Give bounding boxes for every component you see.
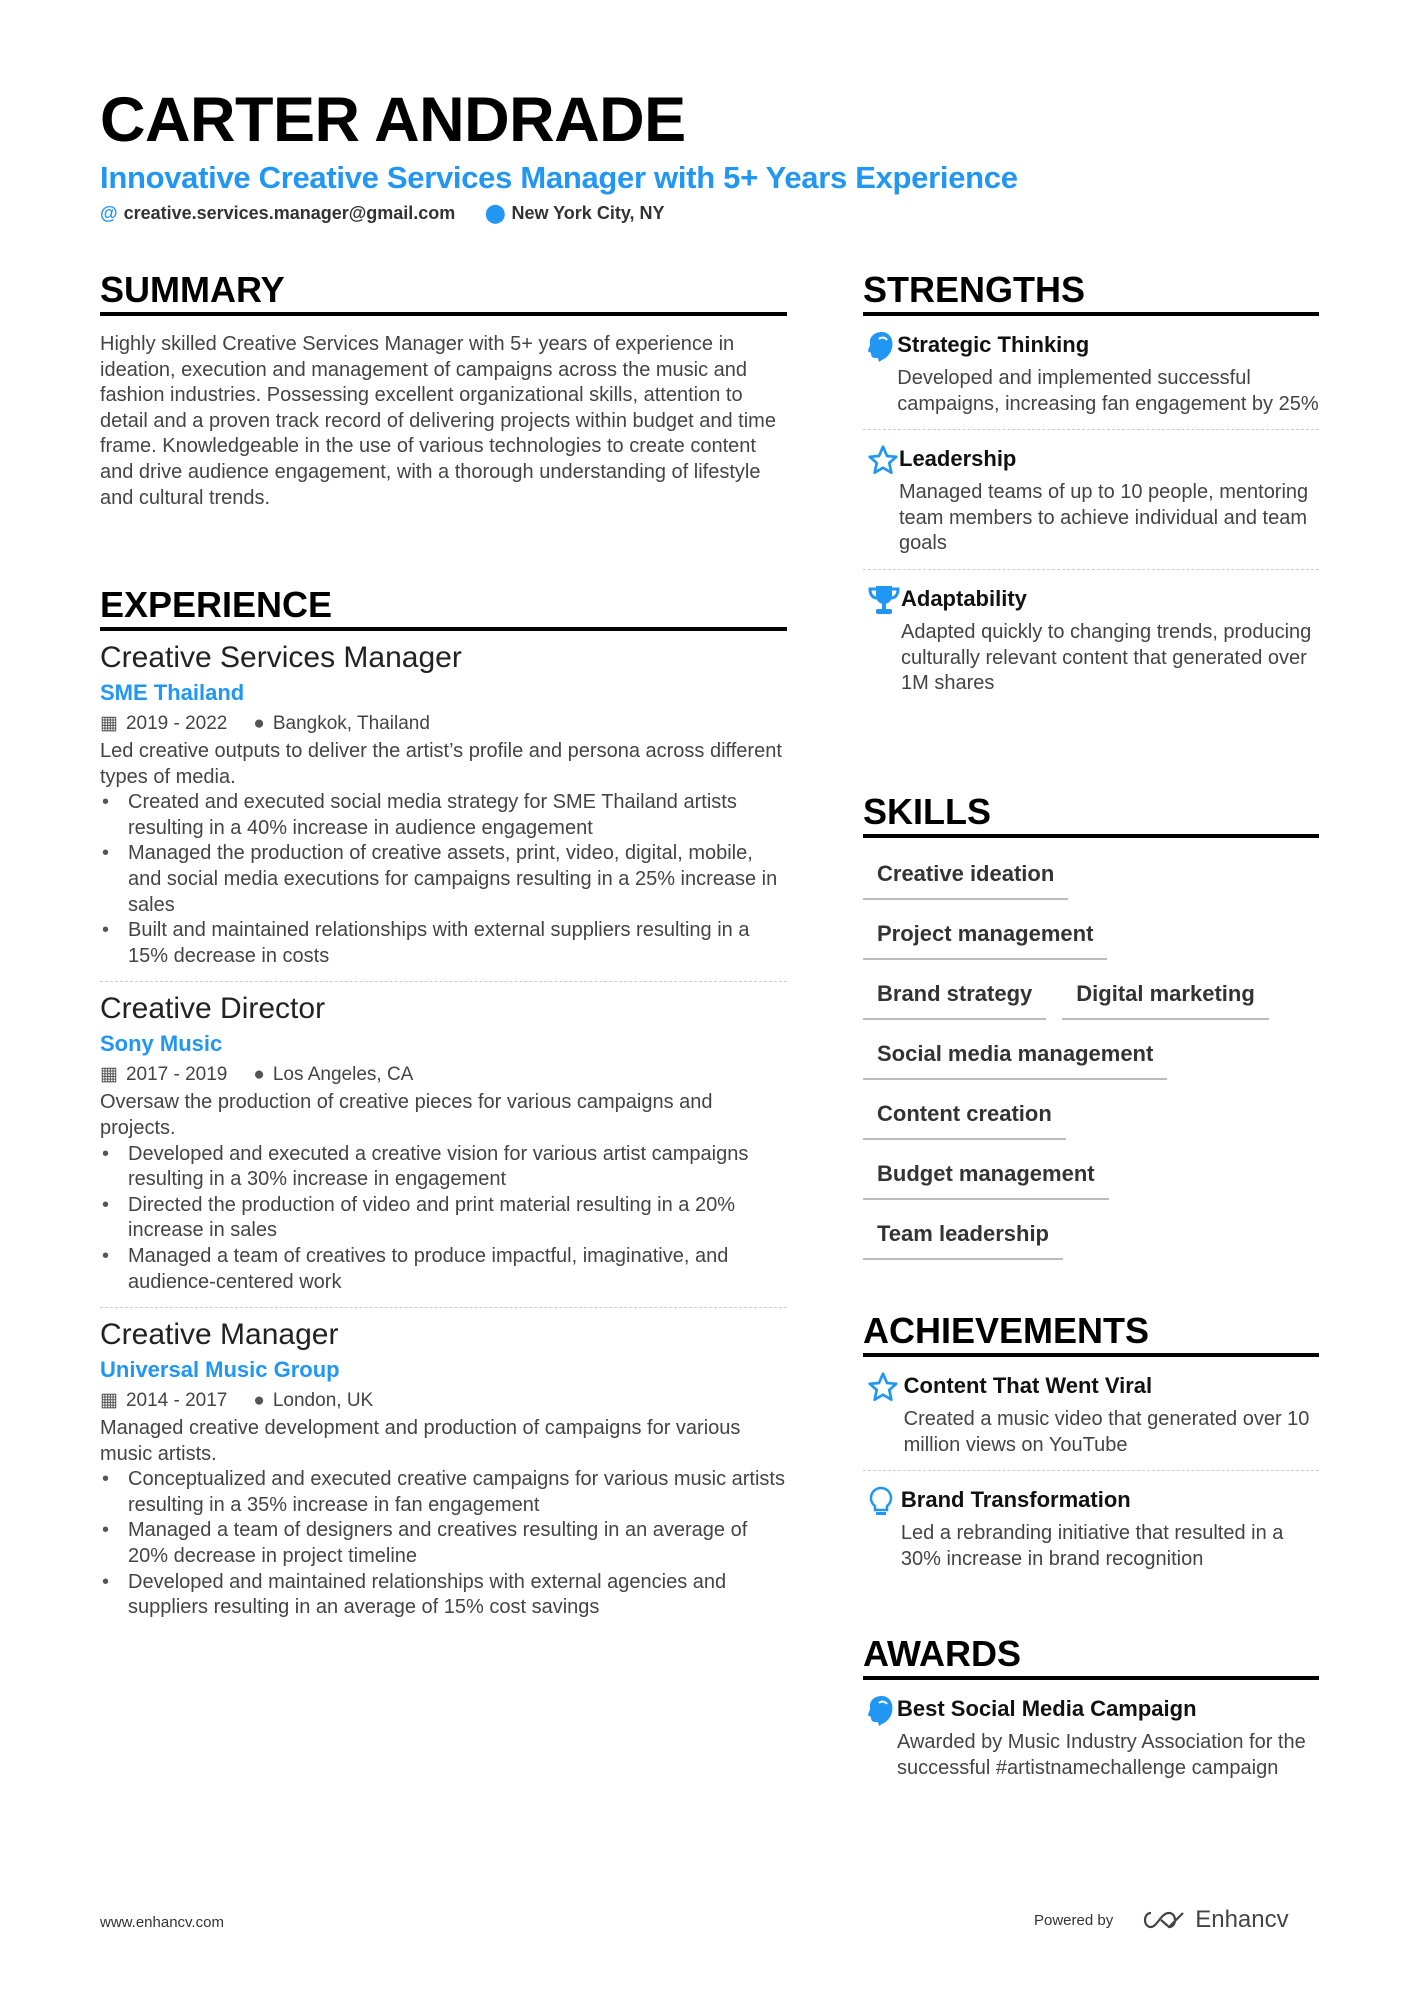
skills-section [863, 792, 1319, 1260]
calendar-icon: ▦ [100, 1064, 118, 1086]
feature-item [863, 316, 1319, 430]
bullet-item: • Directed the production of video and print material resulting in a 20% increase in sales [100, 1193, 787, 1244]
star-icon [863, 1371, 904, 1458]
dates-text: 2017 - 2019 [125, 1064, 228, 1086]
feature-body [897, 1694, 1319, 1781]
skills-row [863, 1092, 1319, 1140]
skills-row [863, 972, 1319, 1020]
skill-tag: Creative ideation [863, 852, 1068, 900]
feature-item [863, 430, 1319, 570]
feature-title: Content That Went Viral [903, 1373, 1153, 1398]
star-icon [863, 444, 899, 557]
awards-section [863, 1634, 1319, 1793]
enhancv-logo[interactable] [1139, 1906, 1288, 1934]
job-title: Creative Manager [100, 1318, 339, 1352]
bullet-item: • Managed the production of creative assets, print, video, digital, mobile, and social media executions for campaigns resulting in a 25% increase in sales [100, 841, 787, 918]
job-location [253, 1060, 413, 1090]
brand-name: Enhancv [1195, 1906, 1289, 1933]
feature-description: Created a music video that generated over 10 million views on YouTube [903, 1408, 1310, 1456]
feature-body [904, 1371, 1319, 1458]
feature-item [863, 1471, 1319, 1584]
job-description: Managed creative development and production of campaigns for various music artists. [100, 1417, 741, 1465]
summary-section [100, 270, 787, 511]
brain-icon [863, 1694, 897, 1781]
location [485, 203, 664, 224]
location-pin-icon: ● [253, 1064, 265, 1086]
candidate-name: CARTER ANDRADE [100, 85, 686, 155]
company-name[interactable]: Universal Music Group [100, 1357, 340, 1383]
brain-icon [863, 330, 897, 417]
footer-website[interactable]: www.enhancv.com [100, 1914, 224, 1931]
feature-title: Leadership [899, 446, 1017, 472]
job-bullets [100, 1142, 787, 1296]
calendar-icon: ▦ [100, 1390, 118, 1412]
feature-title: Brand Transformation [900, 1487, 1131, 1513]
section-heading: AWARDS [863, 1634, 1319, 1680]
lightbulb-icon [863, 1485, 901, 1572]
feature-description: Developed and implemented successful campaigns, increasing fan engagement by 25% [897, 367, 1319, 415]
job-description: Led creative outputs to deliver the artist’s profile and persona across different types of media. [100, 740, 782, 788]
section-heading: SUMMARY [100, 270, 787, 316]
job-bullets [100, 790, 787, 969]
experience-section [100, 585, 787, 1637]
section-heading: ACHIEVEMENTS [863, 1311, 1319, 1357]
feature-description: Awarded by Music Industry Association for the successful #artistnamechallenge campaign [897, 1731, 1306, 1779]
feature-description: Managed teams of up to 10 people, mentoring team members to achieve individual and team goals [899, 481, 1309, 555]
skills-row [863, 1152, 1319, 1200]
job-meta [100, 1386, 787, 1416]
skills-row [863, 852, 1319, 900]
powered-by-label: Powered by [1034, 1911, 1114, 1929]
skills-row [863, 1212, 1319, 1260]
location-pin-icon: ● [253, 1390, 265, 1412]
job-description: Oversaw the production of creative pieces for various campaigns and projects. [100, 1091, 713, 1139]
job-entry [100, 990, 787, 1308]
bullet-item: • Managed a team of creatives to produce impactful, imaginative, and audience-centered work [100, 1244, 787, 1295]
at-icon: @ [100, 203, 118, 223]
job-meta [100, 1060, 787, 1090]
job-location [253, 709, 430, 739]
footer-branding [1034, 1906, 1289, 1934]
skill-tag: Project management [863, 912, 1107, 960]
section-heading: SKILLS [863, 792, 1319, 838]
dates-text: 2014 - 2017 [125, 1390, 228, 1412]
job-meta [100, 709, 787, 739]
job-dates [100, 709, 227, 739]
section-heading: STRENGTHS [863, 270, 1319, 316]
email[interactable] [100, 203, 455, 224]
feature-title: Strategic Thinking [897, 332, 1090, 357]
feature-title: Adaptability [901, 585, 1027, 611]
job-dates [100, 1386, 227, 1416]
location-text: London, UK [272, 1390, 374, 1412]
bullet-item: • Developed and executed a creative vision for various artist campaigns resulting in a 30% increase in engagement [100, 1142, 787, 1193]
location-pin-icon: ⬤ [485, 203, 506, 223]
skill-tag: Digital marketing [1062, 972, 1268, 1020]
job-dates [100, 1060, 227, 1090]
summary-text: Highly skilled Creative Services Manager with 5+ years of experience in ideation, execution and management of campaigns across the music and fashion industries. Possessing excellent organizational skills, attention to detail and a proven track record of delivering projects within budget and time frame. Knowledgeable in the use of various technologies to create content and drive audience engagement, with a thorough understanding of lifestyle and cultural trends. [100, 333, 776, 509]
job-title: Creative Director [100, 992, 326, 1026]
feature-item [863, 1680, 1319, 1793]
job-entry [100, 639, 787, 982]
skill-tag: Team leadership [863, 1212, 1063, 1260]
feature-item [863, 1357, 1319, 1471]
feature-item [863, 570, 1319, 709]
location-pin-icon: ● [253, 713, 265, 734]
company-name[interactable]: SME Thailand [100, 680, 245, 705]
job-entry [100, 1316, 787, 1633]
bullet-item: • Managed a team of designers and creatives resulting in an average of 20% decrease in project timeline [100, 1518, 787, 1569]
feature-description: Led a rebranding initiative that resulted in a 30% increase in brand recognition [900, 1522, 1284, 1570]
bullet-item: • Conceptualized and executed creative campaigns for various music artists resulting in a 35% increase in fan engagement [100, 1467, 787, 1518]
trophy-icon [863, 584, 901, 697]
skills-row [863, 912, 1319, 960]
infinity-logo-icon [1139, 1909, 1185, 1931]
feature-body [901, 584, 1319, 697]
job-title: Creative Services Manager [100, 641, 462, 674]
contact-info [100, 203, 665, 224]
bullet-item: • Built and maintained relationships with external suppliers resulting in a 15% decrease in costs [100, 918, 787, 969]
achievements-section [863, 1311, 1319, 1584]
feature-body [897, 330, 1319, 417]
candidate-title: Innovative Creative Services Manager with 5+ Years Experience [100, 160, 1018, 195]
location-text: New York City, NY [511, 203, 665, 223]
feature-description: Adapted quickly to changing trends, producing culturally relevant content that generated over 1M shares [901, 620, 1312, 695]
section-heading: EXPERIENCE [100, 585, 787, 631]
skill-tag: Social media management [863, 1032, 1167, 1080]
skill-tag: Brand strategy [863, 972, 1046, 1020]
strengths-section [863, 270, 1319, 709]
skill-tag: Content creation [863, 1092, 1066, 1140]
bullet-item: • Created and executed social media strategy for SME Thailand artists resulting in a 40% increase in audience engagement [100, 790, 787, 841]
location-text: Bangkok, Thailand [272, 713, 430, 734]
job-location [253, 1386, 373, 1416]
feature-title: Best Social Media Campaign [897, 1696, 1197, 1721]
email-text: creative.services.manager@gmail.com [123, 203, 456, 223]
location-text: Los Angeles, CA [272, 1064, 414, 1086]
skill-tag: Budget management [863, 1152, 1109, 1200]
feature-body [899, 444, 1319, 557]
company-name[interactable]: Sony Music [100, 1031, 223, 1057]
calendar-icon: ▦ [100, 713, 118, 734]
job-bullets [100, 1467, 787, 1621]
feature-body [901, 1485, 1319, 1572]
dates-text: 2019 - 2022 [125, 713, 228, 734]
skills-row [863, 1032, 1319, 1080]
bullet-item: • Developed and maintained relationships with external agencies and suppliers resulting in an average of 15% cost savings [100, 1570, 787, 1621]
